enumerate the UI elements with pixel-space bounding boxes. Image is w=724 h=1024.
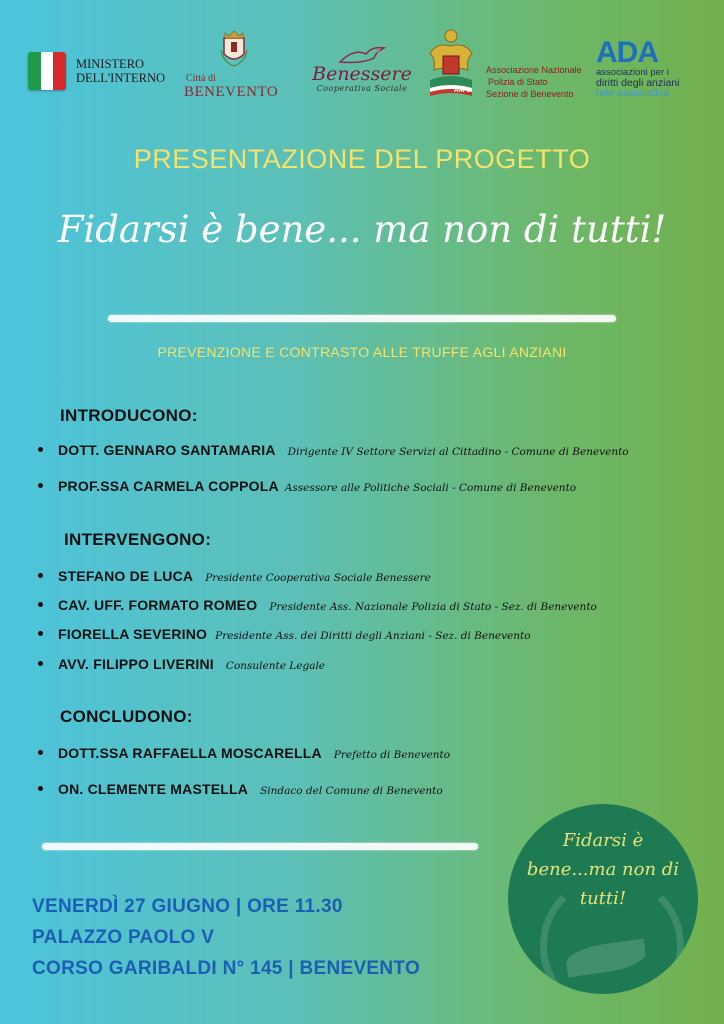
polizia-line1: Associazione Nazionale: [486, 65, 582, 75]
speaker-name: AVV. FILIPPO LIVERINI: [58, 656, 214, 672]
project-badge: [508, 804, 698, 994]
ministero-interno-logo: [28, 52, 165, 90]
list-item: [38, 745, 450, 761]
speaker-role: Assessore alle Politiche Sociali - Comune di Benevento: [284, 482, 577, 494]
bullet-icon: [38, 786, 43, 791]
ministero-line2: DELL'INTERNO: [76, 71, 166, 85]
speaker-name: FIORELLA SEVERINO: [58, 626, 208, 642]
section-heading-intervengono: INTERVENGONO:: [64, 530, 212, 549]
benessere-subtitle: Cooperativa Sociale: [316, 84, 408, 93]
event-venue: PALAZZO PAOLO V: [32, 927, 215, 948]
speaker-name: DOTT.SSA RAFFAELLA MOSCARELLA: [58, 745, 322, 761]
badge-line3: tutti!: [579, 888, 627, 909]
polizia-association-text: [486, 64, 582, 100]
bullet-icon: [38, 447, 43, 452]
section-heading-concludono: CONCLUDONO:: [60, 707, 193, 726]
list-item: [38, 442, 629, 458]
benevento-label: BENEVENTO: [184, 84, 279, 100]
ada-line3: rete associativa: [596, 87, 669, 99]
polizia-line3: Sezione di Benevento: [486, 89, 574, 99]
anps-badge-label: ANPS: [454, 88, 471, 94]
anps-logo: [426, 28, 476, 107]
badge-text: [508, 826, 698, 913]
list-item: [38, 781, 443, 797]
section-heading-introducono: INTRODUCONO:: [60, 406, 198, 425]
bullet-icon: [38, 483, 43, 488]
speaker-name: STEFANO DE LUCA: [58, 568, 194, 584]
speaker-name: ON. CLEMENTE MASTELLA: [58, 781, 249, 797]
speaker-name: PROF.SSA CARMELA COPPOLA: [58, 478, 279, 494]
ada-logo: [596, 38, 696, 98]
logo-strip: [28, 28, 696, 108]
speaker-role: Consulente Legale: [225, 660, 326, 672]
list-item: [38, 597, 597, 613]
benessere-logo: [302, 44, 422, 93]
brush-divider-top: [108, 315, 616, 322]
speaker-role: Presidente Ass. Nazionale Polizia di Stato - Sez. di Benevento: [269, 601, 597, 613]
speaker-name: DOTT. GENNARO SANTAMARIA: [58, 442, 276, 458]
bullet-icon: [38, 602, 43, 607]
italian-flag-icon: [28, 52, 66, 90]
citta-di-label: Città di: [186, 73, 216, 84]
speaker-role: Presidente Cooperativa Sociale Benessere: [205, 572, 431, 584]
badge-line1: Fidarsi è: [562, 830, 644, 851]
bullet-icon: [38, 750, 43, 755]
ada-line2: diritti degli anziani: [596, 77, 680, 89]
benessere-name: Benessere: [312, 63, 412, 85]
speaker-name: CAV. UFF. FORMATO ROMEO: [58, 597, 258, 613]
speaker-role: Prefetto di Benevento: [333, 749, 451, 761]
list-item: [38, 478, 576, 494]
ada-line1: associazioni per i: [596, 67, 669, 78]
badge-line2: bene...ma non di: [526, 859, 680, 880]
list-item: [38, 626, 531, 642]
bullet-icon: [38, 661, 43, 666]
polizia-line2: Polizia di Stato: [488, 77, 548, 87]
list-item: [38, 656, 325, 672]
list-item: [38, 568, 431, 584]
ministero-line1: MINISTERO: [76, 57, 145, 71]
brush-divider-bottom: [42, 843, 478, 850]
bullet-icon: [38, 573, 43, 578]
speaker-role: Sindaco del Comune di Benevento: [260, 785, 443, 797]
citta-benevento-logo: [184, 28, 284, 100]
benevento-crest-icon: [219, 28, 249, 68]
event-address: CORSO GARIBALDI N° 145 | BENEVENTO: [32, 958, 421, 979]
speaker-role: Presidente Ass. dei Diritti degli Anziani - Sez. di Benevento: [215, 630, 531, 642]
event-date-time: VENERDÌ 27 GIUGNO | ORE 11.30: [32, 896, 343, 917]
project-subtitle: PREVENZIONE E CONTRASTO ALLE TRUFFE AGLI ANZIANI: [157, 344, 567, 360]
page-title: PRESENTAZIONE DEL PROGETTO: [133, 144, 591, 174]
ada-wordmark: ADA: [596, 36, 658, 69]
speaker-role: Dirigente IV Settore Servizi al Cittadino - Comune di Benevento: [287, 446, 629, 458]
project-script-title: Fidarsi è bene... ma non di tutti!: [57, 208, 667, 251]
bullet-icon: [38, 631, 43, 636]
